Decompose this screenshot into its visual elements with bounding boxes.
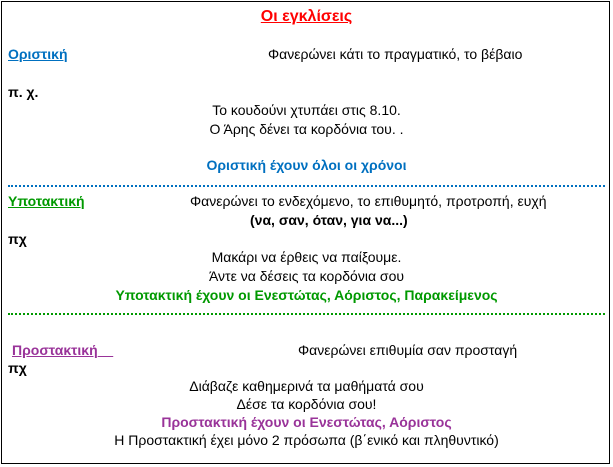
subjunctive-note: Υποτακτική έχουν οι Ενεστώτας, Αόριστος, Παρακείμενος <box>115 287 498 303</box>
indicative-example-1: Το κουδούνι χτυπάει στις 8.10. <box>212 102 401 118</box>
page-title: Οι εγκλίσεις <box>260 8 353 25</box>
subjunctive-markers: (να, σαν, όταν, για να...) <box>250 212 408 228</box>
indicative-example-label: π. χ. <box>8 84 39 100</box>
imperative-footnote: Η Προστακτική έχει μόνο 2 πρόσωπα (β΄ενικό και πληθυντικό) <box>114 432 499 448</box>
imperative-heading: Προστακτική <box>12 342 98 358</box>
section-divider-green <box>8 313 605 315</box>
imperative-example-1: Διάβαζε καθημερινά τα μαθήματά σου <box>189 378 424 394</box>
imperative-description: Φανερώνει επιθυμία σαν προσταγή <box>298 342 518 358</box>
indicative-note: Οριστική έχουν όλοι οι χρόνοι <box>206 157 407 173</box>
section-divider-blue <box>8 185 605 187</box>
indicative-heading: Οριστική <box>8 46 68 62</box>
subjunctive-example-2: Άντε να δέσεις τα κορδόνια σου <box>208 268 405 284</box>
subjunctive-example-label: πχ <box>8 231 27 247</box>
indicative-description: Φανερώνει κάτι το πραγματικό, το βέβαιο <box>268 46 523 62</box>
indicative-example-2: Ο Άρης δένει τα κορδόνια του. . <box>209 121 404 137</box>
imperative-note: Προστακτική έχουν οι Ενεστώτας, Αόριστος <box>161 414 452 430</box>
imperative-example-label: πχ <box>8 360 27 376</box>
subjunctive-description: Φανερώνει το ενδεχόμενο, το επιθυμητό, προτροπή, ευχή <box>190 193 547 209</box>
imperative-example-2: Δέσε τα κορδόνια σου! <box>236 396 377 412</box>
subjunctive-heading: Υποτακτική <box>8 193 85 209</box>
subjunctive-example-1: Μακάρι να έρθεις να παίξουμε. <box>211 249 402 265</box>
